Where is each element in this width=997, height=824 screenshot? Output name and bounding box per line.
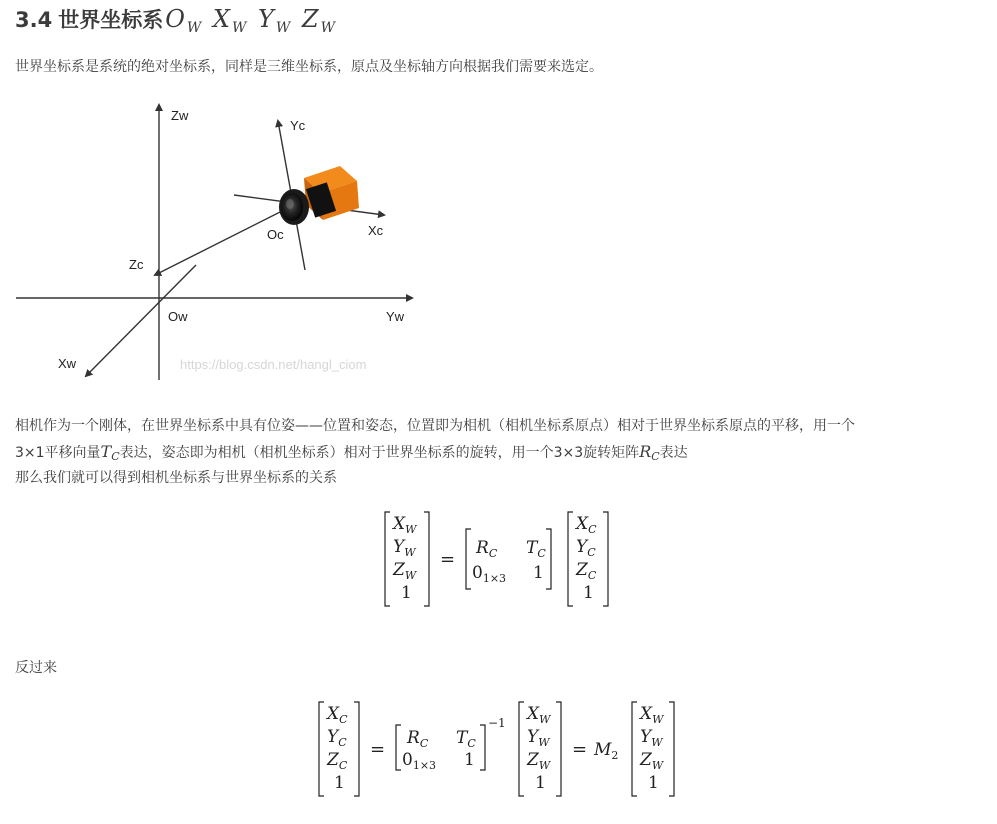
math-var: Z — [301, 5, 319, 33]
math-var: R — [639, 442, 652, 461]
tc-symbol — [101, 442, 120, 461]
math-sub: W — [186, 20, 202, 36]
inverse-text: 反过来 — [15, 660, 57, 676]
math-sub: C — [111, 450, 120, 463]
eq2-lhs-2: $Z_C$ — [327, 750, 348, 772]
eq2-mat-r: $R_C$ — [407, 728, 429, 750]
math-sub: W — [320, 20, 335, 36]
eq2-mid-3: 1 — [535, 773, 546, 793]
eq1-mat-one: 1 — [533, 563, 544, 583]
math-sub: W — [275, 20, 291, 36]
eq1-rhs-3: 1 — [583, 583, 594, 603]
eq2-equals-2: = — [572, 739, 588, 760]
body-line-3: 那么我们就可以得到相机坐标系与世界坐标系的关系 — [15, 470, 337, 486]
rc-symbol — [639, 442, 659, 461]
section-number: 3.4 — [15, 8, 53, 32]
eq2-rhs-2: $Z_W$ — [640, 750, 664, 772]
xw-label: Xw — [58, 356, 77, 371]
eq1-rhs-2: $Z_C$ — [576, 560, 597, 582]
eq2-mat-t: $T_C$ — [456, 728, 476, 750]
eq1-mat-t: $T_C$ — [526, 538, 546, 560]
eq1-lhs-0: $X_W$ — [393, 514, 417, 536]
zw-label: Zw — [171, 108, 189, 123]
eq2-rhs-3: 1 — [648, 773, 659, 793]
section-heading — [15, 4, 339, 34]
body-text: 表达 — [659, 445, 688, 461]
eq2-rhs-0: $X_W$ — [640, 704, 664, 726]
eq2-mid-2: $Z_W$ — [527, 750, 551, 772]
eq1-lhs-1: $Y_W$ — [393, 537, 416, 559]
body-text: 表达，姿态即为相机（相机坐标系）相对于世界坐标系的旋转，用一个3×3旋转矩阵 — [119, 445, 640, 461]
eq2-mat-zero: $0_{1\times 3}$ — [402, 750, 437, 772]
heading-math — [165, 5, 339, 36]
eq1-lhs-2: $Z_W$ — [393, 560, 417, 582]
eq1-lhs-3: 1 — [401, 583, 412, 603]
eq2-lhs-1: $Y_C$ — [327, 727, 347, 749]
eq1-rhs-0: $X_C$ — [576, 514, 597, 536]
math-var: O — [165, 5, 185, 33]
ow-label: Ow — [168, 309, 188, 324]
intro-paragraph: 世界坐标系是系统的绝对坐标系，同样是三维坐标系，原点及坐标轴方向根据我们需要来选定。 — [15, 59, 603, 75]
body-text: 3×1平移向量 — [15, 445, 101, 461]
section-title: 世界坐标系 — [58, 8, 164, 32]
yw-label: Yw — [386, 309, 405, 324]
coordinate-figure — [14, 95, 424, 395]
eq2-lhs-0: $X_C$ — [327, 704, 348, 726]
camera-illustration — [279, 166, 359, 225]
math-var: X — [212, 5, 231, 33]
equation-2 — [314, 698, 684, 802]
xc-label: Xc — [368, 223, 384, 238]
eq2-mat-one: 1 — [464, 750, 475, 770]
eq1-equals: = — [440, 549, 456, 570]
watermark: https://blog.csdn.net/hangl_ciom — [180, 357, 367, 372]
math-var: T — [100, 442, 112, 461]
eq2-mid-0: $X_W$ — [527, 704, 551, 726]
eq2-lhs-3: 1 — [334, 773, 345, 793]
eq1-mat-zero: $0_{1\times 3}$ — [472, 563, 507, 585]
eq2-mid-1: $Y_W$ — [527, 727, 550, 749]
yc-label: Yc — [290, 118, 306, 133]
math-var: Y — [258, 5, 274, 33]
eq1-rhs-1: $Y_C$ — [576, 537, 596, 559]
eq1-mat-r: $R_C$ — [476, 538, 498, 560]
equation-1 — [380, 508, 620, 612]
eq2-equals-1: = — [370, 739, 386, 760]
math-sub: W — [232, 20, 247, 36]
eq2-rhs-1: $Y_W$ — [640, 727, 663, 749]
eq2-exponent: −1 — [488, 716, 506, 730]
zc-label: Zc — [129, 257, 144, 272]
body-line-1: 相机作为一个刚体，在世界坐标系中具有位姿——位置和姿态，位置即为相机（相机坐标系原点）相对于世界坐标系原点的平移，用一个 — [15, 418, 855, 434]
eq2-m2: $M_2$ — [594, 740, 619, 762]
math-sub: C — [651, 450, 660, 463]
oc-label: Oc — [267, 227, 284, 242]
